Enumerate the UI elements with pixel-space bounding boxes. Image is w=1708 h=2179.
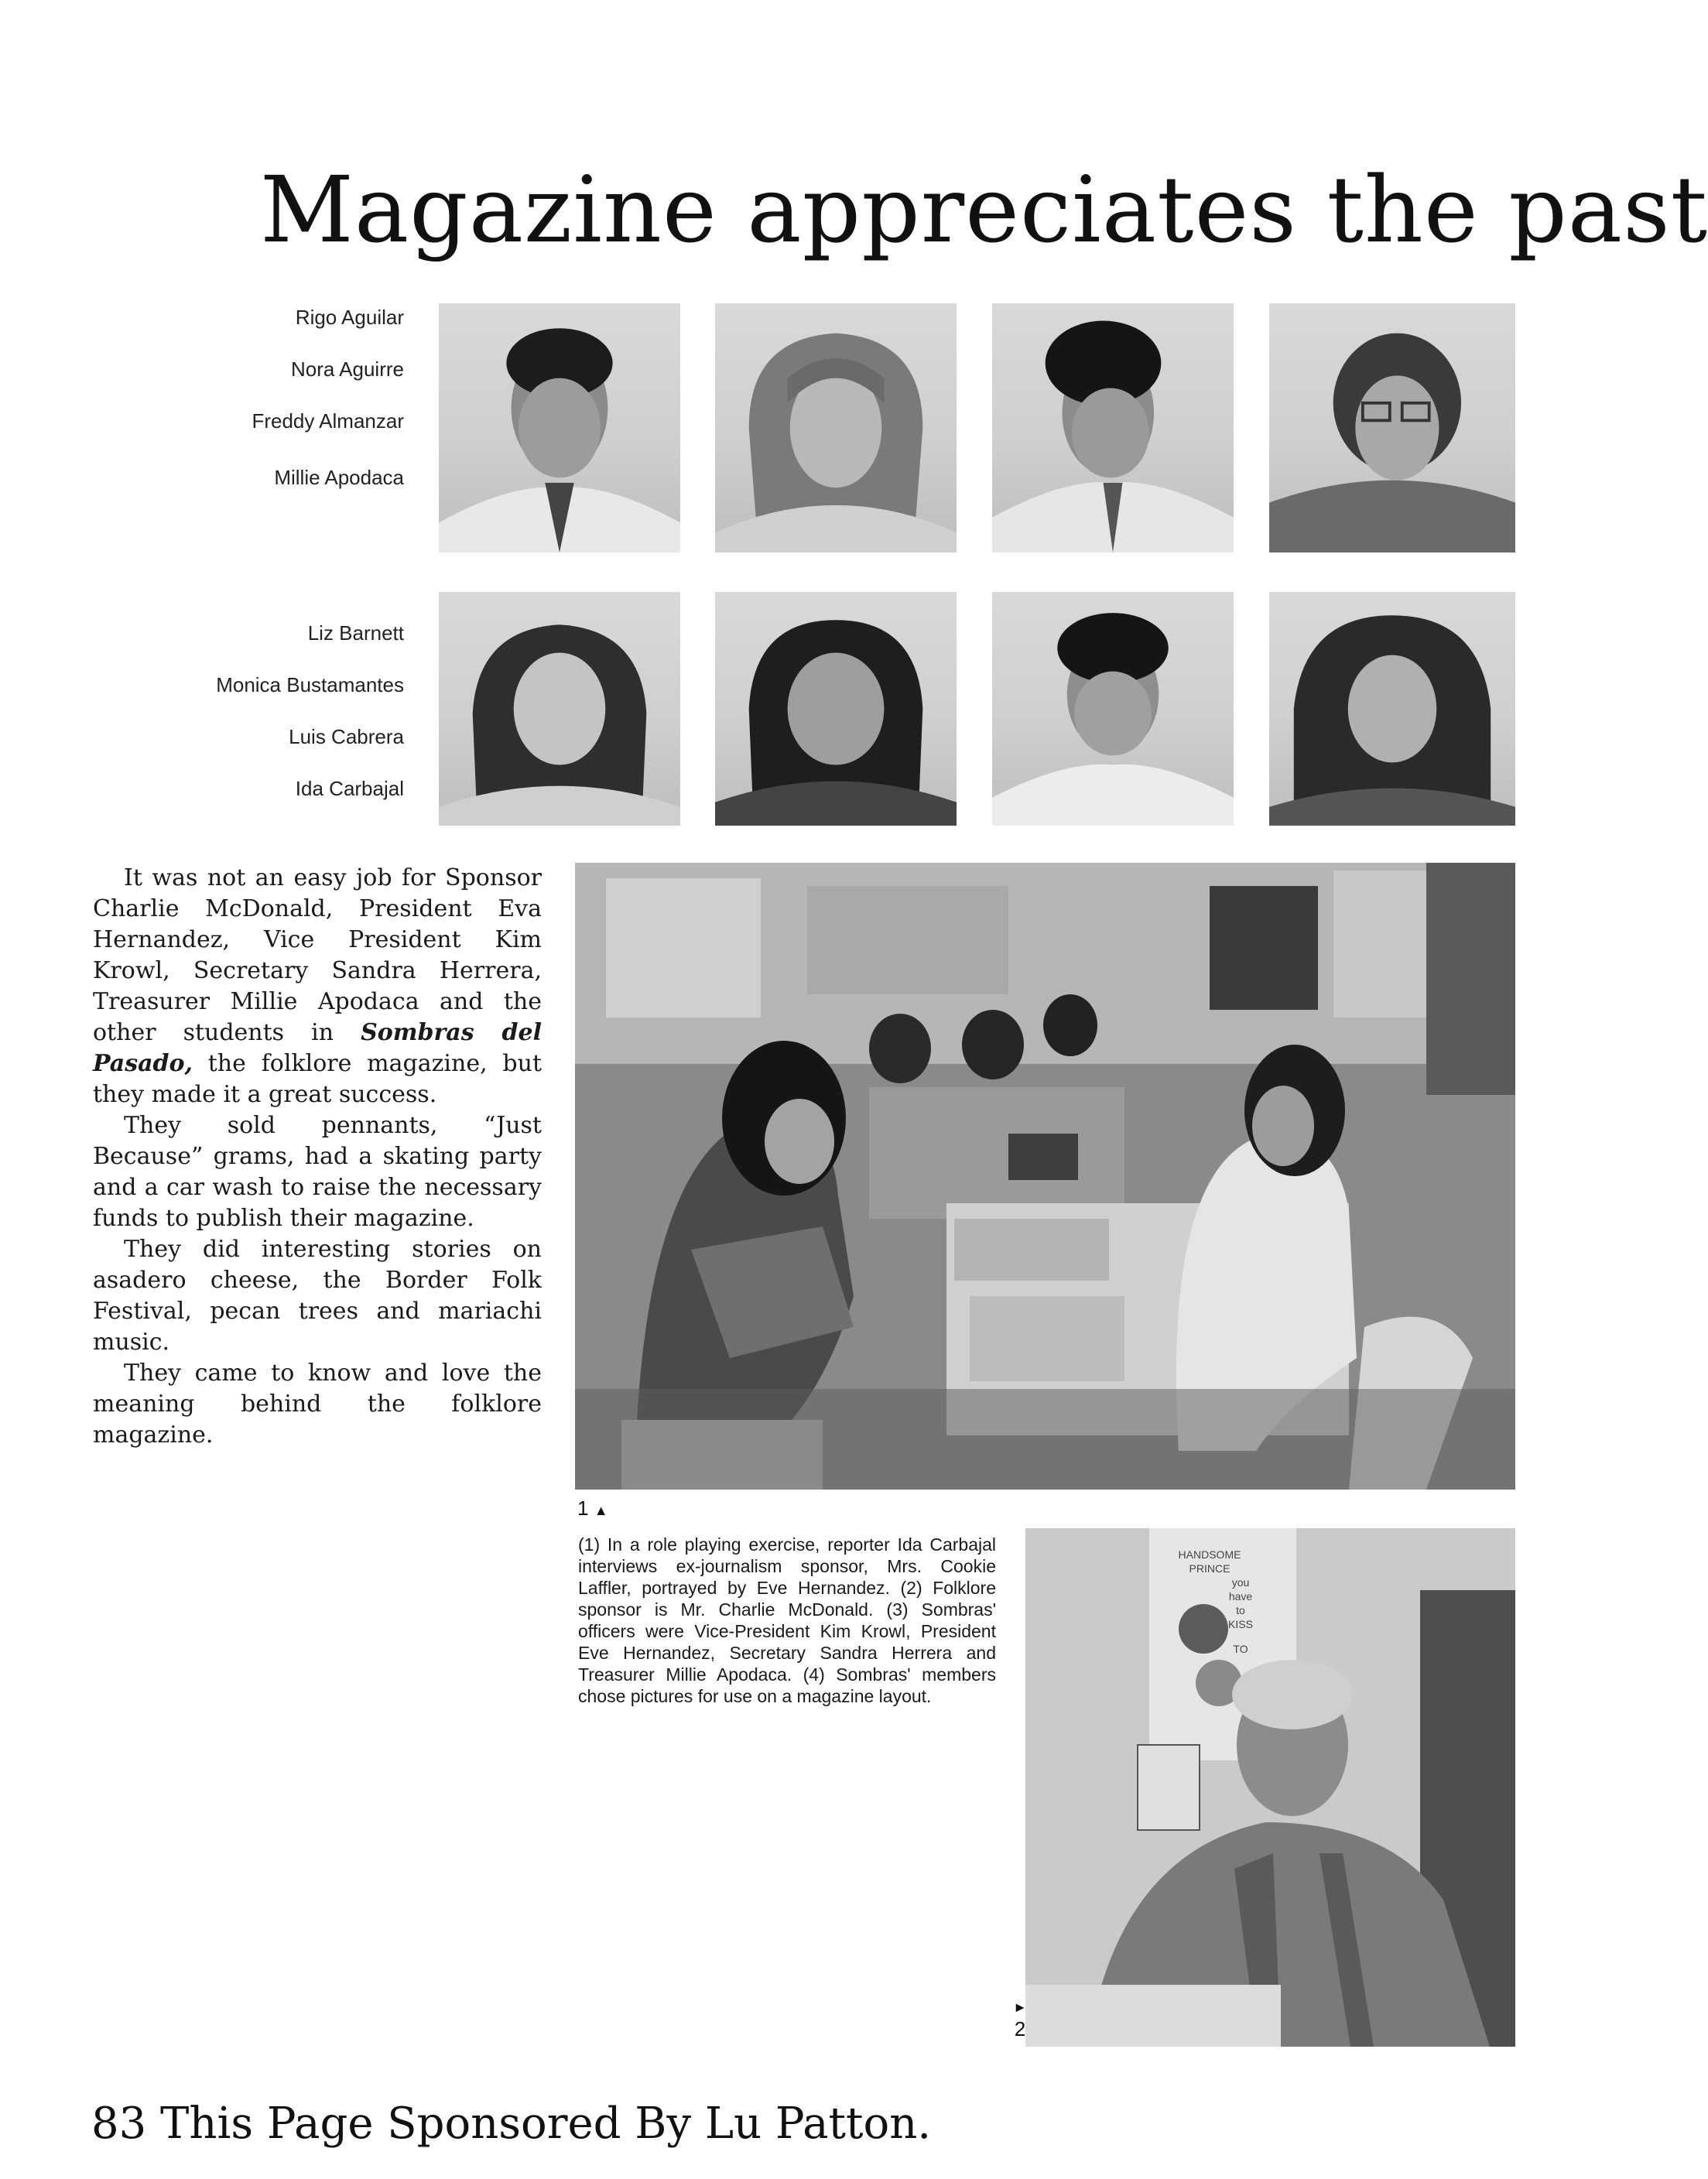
portrait-name: Liz Barnett — [307, 621, 404, 645]
portrait-photo — [1269, 303, 1515, 552]
magazine-title: Sombras del Pasado, — [93, 1019, 542, 1077]
article-paragraph: They did interesting stories on asadero cheese, the Border Folk Festival, pecan trees and mariachi music. — [93, 1236, 542, 1356]
portrait-name: Ida Carbajal — [295, 777, 404, 800]
article-paragraph: They sold pennants, “Just Because” grams, had a skating party and a car wash to raise the necessary funds to publish their magazine. — [93, 1112, 542, 1232]
row1-name-list — [125, 306, 404, 499]
portrait-photo — [1269, 592, 1515, 826]
portrait-photo — [715, 303, 957, 552]
row2-name-list — [125, 621, 404, 815]
portrait-name: Millie Apodaca — [274, 466, 404, 489]
portrait-photo — [439, 592, 680, 826]
page-title: Magazine appreciates the past — [260, 156, 1708, 263]
portrait-photo — [992, 592, 1234, 826]
portrait-name: Monica Bustamantes — [216, 673, 404, 696]
article-paragraph: They came to know and love the meaning behind the folklore magazine. — [93, 1360, 542, 1449]
classroom-photo — [575, 863, 1515, 1490]
photo-caption: (1) In a role playing exercise, reporter Ida Carbajal interviews ex-journalism sponsor, Mrs. Cookie Laffler, portrayed by Eve Hernandez. (2) Folklore sponsor is Mr. Charlie McDonald. (3) Sombras' officers were Vice-President Kim Krowl, President Eve Hernandez, Secretary Sandra Herrera and Treasurer Millie Apodaca. (4) Sombras' members chose pictures for use on a magazine layout. — [578, 1534, 996, 1706]
pointer-arrow-icon: ▲ — [594, 1503, 608, 1518]
portrait-photo — [715, 592, 957, 826]
portrait-name: Nora Aguirre — [291, 357, 404, 381]
photo-number: 1 ▲ — [577, 1497, 608, 1520]
article-body — [93, 863, 542, 1451]
portrait-name: Luis Cabrera — [289, 725, 404, 748]
article-paragraph: It was not an easy job for Sponsor Charlie McDonald, President Eva Hernandez, Vice President Kim Krowl, Secretary Sandra Herrera, Treasurer Millie Apodaca and the other students in Sombras del Pasado, the folklore magazine, but they made it a great success. — [93, 864, 542, 1108]
poster-text: HANDSOME PRINCE you have to KISS TO — [1178, 1548, 1253, 1655]
photo-number: ► 2 — [1012, 1996, 1028, 2040]
pointer-arrow-icon: ► — [1013, 1999, 1027, 2015]
portrait-name: Freddy Almanzar — [252, 409, 404, 433]
page-footer: 83 This Page Sponsored By Lu Patton. — [91, 2099, 932, 2149]
portrait-photo — [439, 303, 680, 552]
portrait-photo — [992, 303, 1234, 552]
portrait-name: Rigo Aguilar — [295, 306, 404, 329]
